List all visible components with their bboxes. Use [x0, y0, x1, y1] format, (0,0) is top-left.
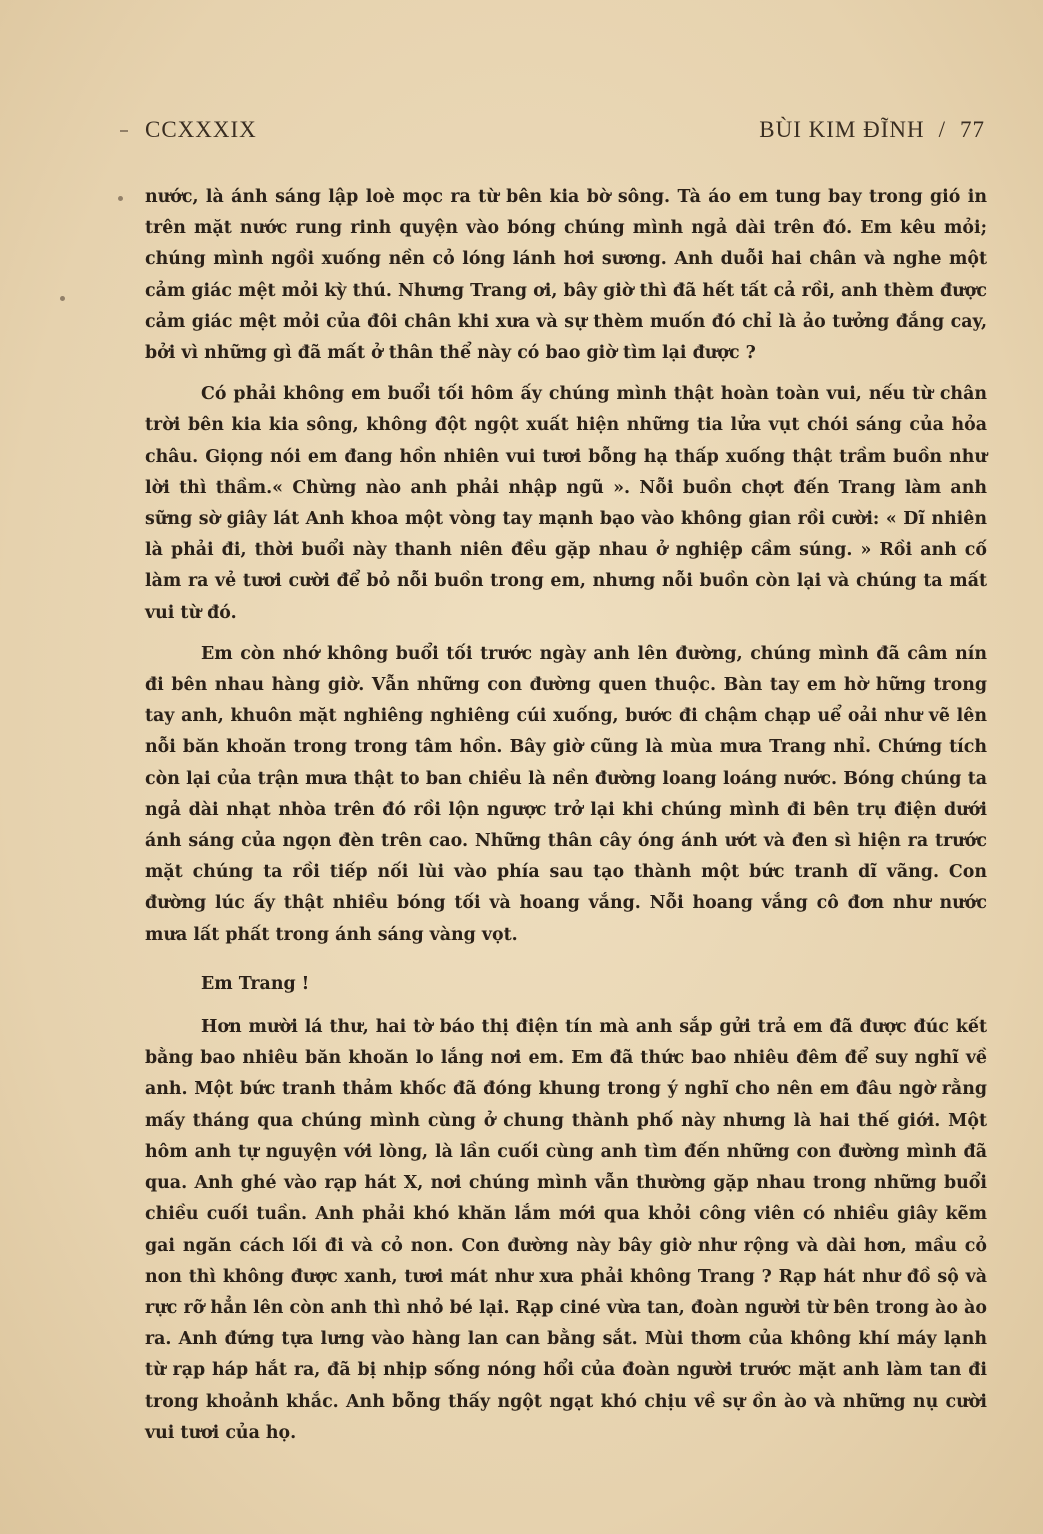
- page-number: 77: [960, 117, 985, 142]
- page-speck: [118, 196, 123, 201]
- paragraph: Hơn mười lá thư, hai tờ báo thị điện tín mà anh sắp gửi trả em đã được đúc kết bằng bao nhiêu băn khoăn lo lắng nơi em. Em đã thức bao nhiêu đêm để suy nghĩ về anh. Một bức tranh thảm khốc đã đóng khung trong ý nghĩ cho nên em đâu ngờ rằng mấy tháng qua chúng mình cùng ở chung thành phố này nhưng là hai thế giới. Một hôm anh tự nguyện với lòng, là lần cuối cùng anh tìm đến những con đường mình đã qua. Anh ghé vào rạp hát X, nơi chúng mình vẫn thường gặp nhau trong những buổi chiều cuối tuần. Anh phải khó khăn lắm mới qua khỏi công viên có nhiều giây kẽm gai ngăn cách lối đi và cỏ non. Con đường này bây giờ như rộng và dài hơn, mầu cỏ non thì không được xanh, tươi mát như xưa phải không Trang ? Rạp hát như đồ sộ và rực rỡ hẳn lên còn anh thì nhỏ bé lại. Rạp ciné vừa tan, đoàn người từ bên trong ào ào ra. Anh đứng tựa lưng vào hàng lan can bằng sắt. Mùi thơm của không khí máy lạnh từ rạp háp hắt ra, đã bị nhịp sống nóng hổi của đoàn người trước mặt anh làm tan đi trong khoảnh khắc. Anh bỗng thấy ngột ngạt khó chịu về sự ồn ào và những nụ cười vui tươi của họ.: [145, 1017, 987, 1443]
- page-body: [145, 182, 987, 1449]
- salutation: Em Trang !: [201, 973, 310, 994]
- header-separator: /: [938, 117, 946, 142]
- header-right: [759, 117, 985, 143]
- running-header: [145, 112, 985, 148]
- page-speck: [60, 296, 65, 301]
- paragraph: Em còn nhớ không buổi tối trước ngày anh lên đường, chúng mình đã câm nín đi bên nhau hàng giờ. Vẫn những con đường quen thuộc. Bàn tay em hờ hững trong tay anh, khuôn mặt nghiêng nghiêng cúi xuống, bước đi chậm chạp uể oải như vẽ lên nỗi băn khoăn trong trong tâm hồn. Bây giờ cũng là mùa mưa Trang nhỉ. Chứng tích còn lại của trận mưa thật to ban chiều là nền đường loang loáng nước. Bóng chúng ta ngả dài nhạt nhòa trên đó rồi lộn ngược trở lại khi chúng mình đi bên trụ điện dưới ánh sáng của ngọn đèn trên cao. Những thân cây óng ánh ướt và đen sì hiện ra trước mặt chúng ta rồi tiếp nối lùi vào phía sau tạo thành một bức tranh dĩ vãng. Con đường lúc ấy thật nhiều bóng tối và hoang vắng. Nỗi hoang vắng cô đơn như nước mưa lất phất trong ánh sáng vàng vọt.: [145, 643, 987, 945]
- page-speck: [120, 130, 128, 132]
- paragraph: nước, là ánh sáng lập loè mọc ra từ bên kia bờ sông. Tà áo em tung bay trong gió in trên mặt nước rung rinh quyện vào bóng chúng mình ngả dài trên đó. Em kêu mỏi; chúng mình ngồi xuống nền cỏ lóng lánh hơi sương. Anh duỗi hai chân và nghe một cảm giác mệt mỏi kỳ thú. Nhưng Trang ơi, bây giờ thì đã hết tất cả rồi, anh thèm được cảm giác mệt mỏi của đôi chân khi xưa và sự thèm muốn đó chỉ là ảo tưởng đắng cay, bởi vì những gì đã mất ở thân thể này có bao giờ tìm lại được ?: [145, 187, 987, 364]
- paragraph: Có phải không em buổi tối hôm ấy chúng mình thật hoàn toàn vui, nếu từ chân trời bên kia kia sông, không đột ngột xuất hiện những tia lửa vụt chói sáng của hỏa châu. Giọng nói em đang hồn nhiên vui tươi bỗng hạ thấp xuống thật trầm buồn như lời thì thầm.« Chừng nào anh phải nhập ngũ ». Nỗi buồn chợt đến Trang làm anh sững sờ giây lát Anh khoa một vòng tay mạnh bạo vào không gian rồi cười: « Dĩ nhiên là phải đi, thời buổi này thanh niên đều gặp nhau ở nghiệp cầm súng. » Rồi anh cố làm ra vẻ tươi cười để bỏ nỗi buồn trong em, nhưng nỗi buồn còn lại và chúng ta mất vui từ đó.: [145, 384, 987, 623]
- author-name: BÙI KIM ĐĨNH: [759, 117, 925, 142]
- chapter-number: CCXXXIX: [145, 117, 257, 142]
